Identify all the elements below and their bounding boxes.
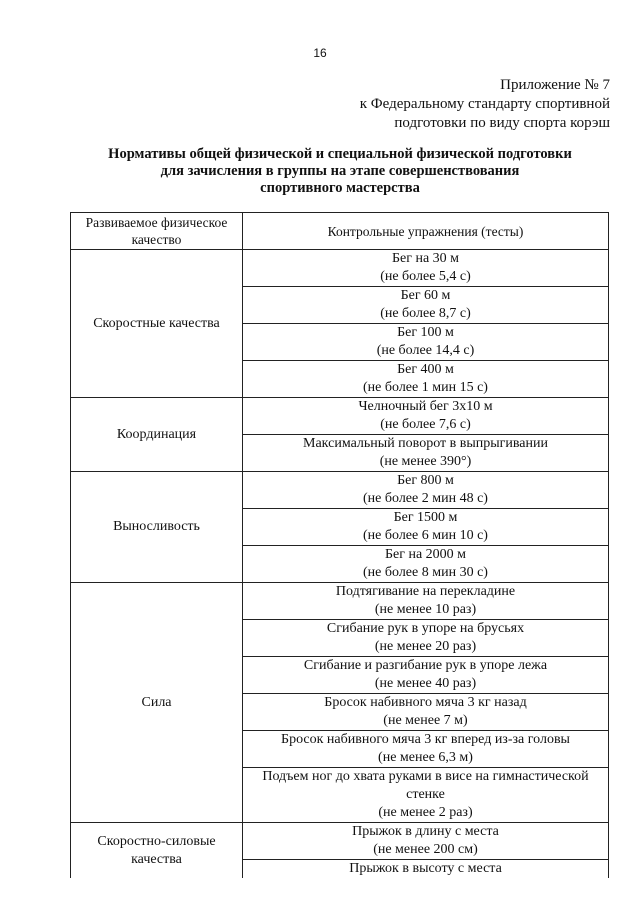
appendix-line-1: Приложение № 7 bbox=[500, 77, 610, 93]
test-norm: (не менее 390°) bbox=[379, 454, 472, 469]
title-line-1: Нормативы общей физической и специальной физической подготовки bbox=[108, 146, 572, 162]
test-cell bbox=[243, 287, 609, 324]
test-cell bbox=[243, 620, 609, 657]
test-name: Бросок набивного мяча 3 кг назад bbox=[324, 695, 527, 710]
test-name: Бросок набивного мяча 3 кг вперед из-за головы bbox=[281, 732, 570, 747]
test-name: Подтягивание на перекладине bbox=[335, 584, 516, 599]
quality-cell: Скоростные качества bbox=[71, 250, 243, 398]
test-cell bbox=[243, 509, 609, 546]
test-norm: (не менее 6,3 м) bbox=[378, 750, 473, 765]
test-norm: (не более 7,6 с) bbox=[380, 417, 471, 432]
test-norm: (не более 1 мин 15 с) bbox=[363, 380, 488, 395]
header-tests: Контрольные упражнения (тесты) bbox=[243, 213, 609, 250]
test-name: Прыжок в высоту с места bbox=[349, 861, 502, 876]
quality-cell: Скоростно-силовые качества bbox=[71, 823, 243, 879]
table-row bbox=[71, 823, 609, 860]
test-name: Сгибание и разгибание рук в упоре лежа bbox=[303, 658, 548, 673]
test-cell bbox=[243, 472, 609, 509]
appendix-caption bbox=[360, 76, 610, 133]
header-quality: Развиваемое физическое качество bbox=[71, 213, 243, 250]
test-norm: (не менее 7 м) bbox=[383, 713, 468, 728]
test-norm: (не менее 20 раз) bbox=[374, 639, 477, 654]
test-name: Бег 1500 м bbox=[393, 510, 458, 525]
appendix-line-3: подготовки по виду спорта корэш bbox=[394, 115, 610, 131]
test-name: Бег на 2000 м bbox=[384, 547, 467, 562]
test-cell bbox=[243, 823, 609, 860]
test-name: Прыжок в длину с места bbox=[352, 824, 499, 839]
test-name: Максимальный поворот в выпрыгивании bbox=[303, 436, 548, 451]
test-norm: (не более 2 мин 48 с) bbox=[363, 491, 488, 506]
test-norm: (не более 8,7 с) bbox=[380, 306, 471, 321]
document-title bbox=[40, 146, 640, 197]
test-cell bbox=[243, 435, 609, 472]
table-row bbox=[71, 398, 609, 435]
test-cell bbox=[243, 361, 609, 398]
test-cell bbox=[243, 546, 609, 583]
test-norm: (не менее 40 раз) bbox=[374, 676, 477, 691]
page-number: 16 bbox=[313, 46, 327, 60]
test-norm: (не более 8 мин 30 с) bbox=[363, 565, 488, 580]
table-header-row bbox=[71, 213, 609, 250]
quality-cell: Сила bbox=[71, 583, 243, 823]
table-row bbox=[71, 472, 609, 509]
test-name: Бег 400 м bbox=[397, 362, 454, 377]
test-name: Подъем ног до хвата руками в висе на гимнастической стенке bbox=[262, 769, 589, 802]
title-line-2: для зачисления в группы на этапе совершенствования bbox=[160, 163, 520, 179]
test-norm: (не менее 10 раз) bbox=[374, 602, 477, 617]
quality-cell: Координация bbox=[71, 398, 243, 472]
test-name: Бег на 30 м bbox=[391, 251, 460, 266]
test-cell bbox=[243, 398, 609, 435]
test-name: Бег 100 м bbox=[397, 325, 454, 340]
test-norm: (не менее 2 раз) bbox=[378, 805, 473, 820]
test-cell bbox=[243, 583, 609, 620]
test-cell bbox=[243, 768, 609, 823]
test-cell bbox=[243, 860, 609, 879]
test-name: Сгибание рук в упоре на брусьях bbox=[326, 621, 525, 636]
test-name: Бег 800 м bbox=[397, 473, 454, 488]
test-norm: (не более 6 мин 10 с) bbox=[363, 528, 488, 543]
table-row bbox=[71, 250, 609, 287]
test-norm: (не более 14,4 с) bbox=[376, 343, 475, 358]
title-line-3: спортивного мастерства bbox=[260, 180, 420, 196]
test-name: Челночный бег 3х10 м bbox=[358, 399, 493, 414]
standards-table bbox=[70, 212, 609, 878]
appendix-line-2: к Федеральному стандарту спортивной bbox=[359, 96, 610, 112]
test-cell bbox=[243, 694, 609, 731]
quality-cell: Выносливость bbox=[71, 472, 243, 583]
test-cell bbox=[243, 250, 609, 287]
test-cell bbox=[243, 657, 609, 694]
test-cell bbox=[243, 324, 609, 361]
test-cell bbox=[243, 731, 609, 768]
test-norm: (не менее 200 см) bbox=[373, 842, 478, 857]
test-norm: (не более 5,4 с) bbox=[380, 269, 471, 284]
table-row bbox=[71, 583, 609, 620]
test-name: Бег 60 м bbox=[400, 288, 451, 303]
